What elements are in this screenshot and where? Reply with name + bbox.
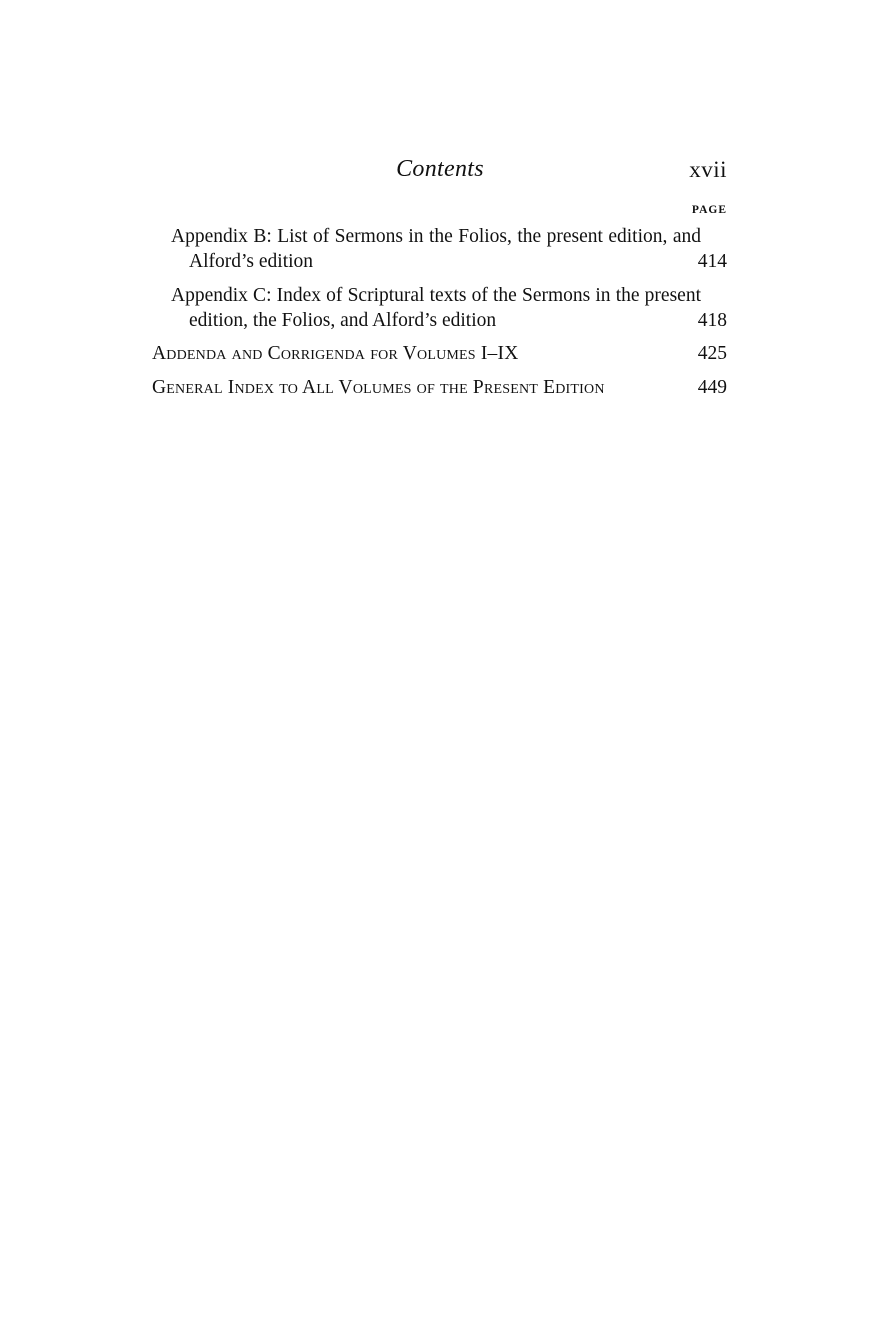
toc-entry-title: Appendix B: List of Sermons in the Folios, the present edition, and Alford’s edition [171,226,701,272]
toc-entry-page: 449 [697,377,727,398]
toc-entry-page: 418 [697,310,727,331]
page-column-label: PAGE [691,204,727,216]
toc-entry-general-index [152,375,727,400]
running-title: Contents [396,156,484,182]
toc-entry-title: General Index to All Volumes of the Present Edition [152,377,605,398]
page-number: xvii [689,157,727,182]
toc-entry-title: Appendix C: Index of Scriptural texts of the Sermons in the present edition, the Folios, and Alford’s edition [171,285,701,331]
toc-entry-page: 414 [697,251,727,272]
toc-entry-appendix-b [152,224,727,274]
toc-entry-page: 425 [697,343,727,364]
toc-entry-title: Addenda and Corrigenda for Volumes I–IX [152,343,519,364]
toc-entry-addenda [152,341,727,366]
table-of-contents [152,224,727,400]
toc-entry-appendix-c [152,283,727,333]
